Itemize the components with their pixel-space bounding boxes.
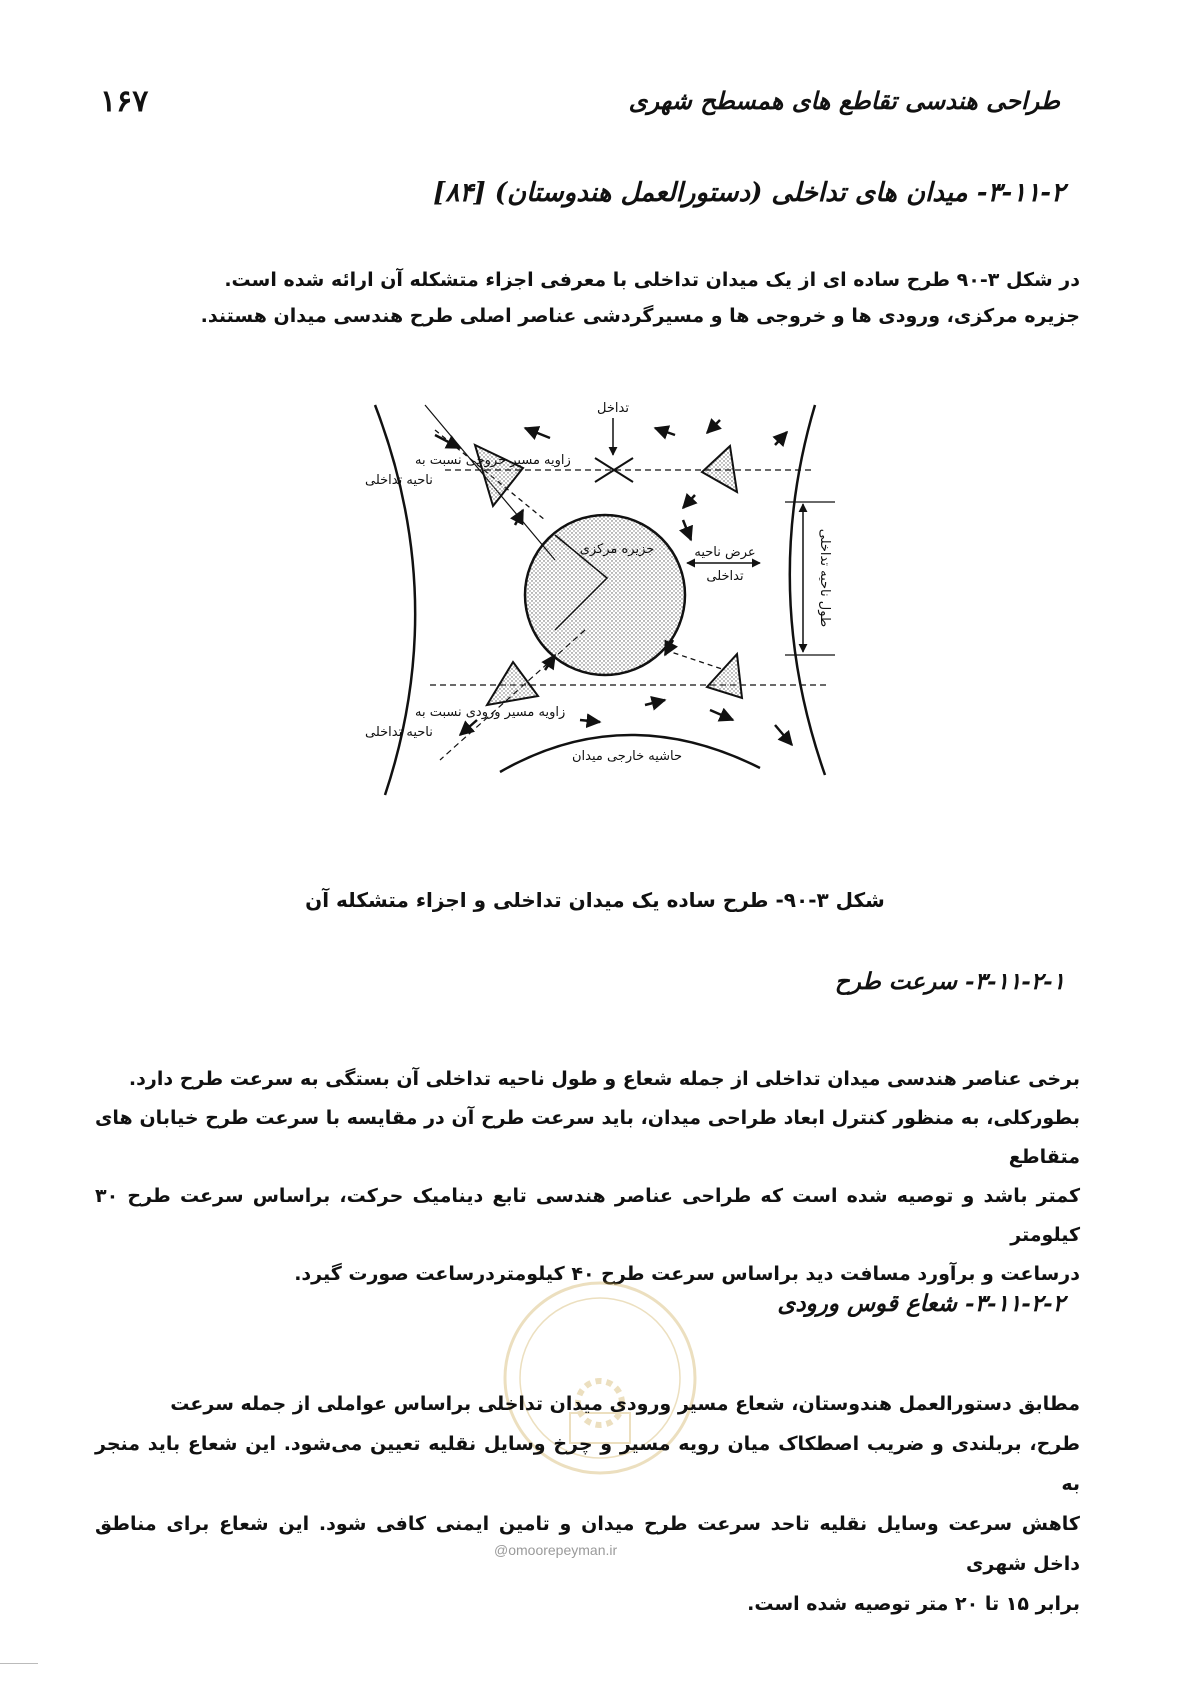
label-exit-angle-2: ناحیه تداخلی bbox=[365, 473, 433, 488]
entry-radius-paragraph bbox=[95, 1384, 1080, 1624]
paragraph-line: جزیره مرکزی، ورودی ها و خروجی ها و مسیرگردشی عناصر اصلی طرح هندسی میدان هستند. bbox=[200, 305, 1080, 327]
intro-paragraph bbox=[95, 262, 1080, 334]
label-outer-edge: حاشیه خارجی میدان bbox=[571, 749, 683, 764]
splitter-island-bottom-left bbox=[487, 662, 538, 705]
paragraph-line: در شکل ۳-۹۰ طرح ساده ای از یک میدان تداخلی با معرفی اجزاء متشکله آن ارائه شده است. bbox=[224, 269, 1080, 291]
design-speed-paragraph bbox=[95, 1060, 1080, 1294]
figure-caption: شکل ۳-۹۰- طرح ساده یک میدان تداخلی و اجزاء متشکله آن bbox=[305, 888, 885, 912]
page-number: ۱۶۷ bbox=[100, 84, 149, 119]
central-island bbox=[525, 515, 685, 675]
subsection-heading-entry-radius: ۳-۱۱-۲-۲- شعاع قوس ورودی bbox=[777, 1290, 1065, 1317]
roundabout-diagram bbox=[255, 400, 905, 840]
label-exit-angle-1: زاویه مسیر خروجی نسبت به bbox=[415, 453, 571, 468]
label-central-island: جزیره مرکزی bbox=[579, 542, 655, 557]
paragraph-line: کمتر باشد و توصیه شده است که طراحی عناصر هندسی تابع دینامیک حرکت، براساس سرعت طرح ۳۰ کیلومتر bbox=[95, 1185, 1080, 1246]
paragraph-line: برخی عناصر هندسی میدان تداخلی از جمله شعاع و طول ناحیه تداخلی آن بستگی به سرعت طرح دارد. bbox=[128, 1068, 1080, 1090]
paragraph-line: بطورکلی، به منظور کنترل ابعاد طراحی میدان، باید سرعت طرح آن در مقایسه با سرعت طرح خیابان های متقاطع bbox=[95, 1107, 1080, 1168]
label-entry-angle-2: ناحیه تداخلی bbox=[365, 725, 433, 740]
paragraph-line: طرح، بربلندی و ضریب اصطکاک میان رویه مسیر و چرخ وسایل نقلیه تعیین می‌شود. این شعاع باید منجر به bbox=[95, 1433, 1080, 1495]
label-entry-angle-1: زاویه مسیر ورودی نسبت به bbox=[415, 705, 566, 720]
label-weaving: تداخل bbox=[597, 401, 629, 416]
paragraph-line: برابر ۱۵ تا ۲۰ متر توصیه شده است. bbox=[747, 1593, 1080, 1615]
paragraph-line: کاهش سرعت وسایل نقلیه تاحد سرعت طرح میدان و تامین ایمنی کافی شود. این شعاع برای مناطق داخل شهری bbox=[95, 1513, 1080, 1575]
splitter-island-top-right bbox=[702, 446, 737, 492]
label-weaving-length: طول ناحیه تداخلی bbox=[817, 528, 832, 628]
paragraph-line: مطابق دستورالعمل هندوستان، شعاع مسیر ورودی میدان تداخلی براساس عواملی از جمله سرعت bbox=[170, 1393, 1080, 1415]
section-heading: ۳-۱۱-۲- میدان های تداخلی (دستورالعمل هندوستان) [۸۴] bbox=[433, 178, 1065, 208]
footer-rule bbox=[0, 1663, 38, 1664]
label-weaving-width-2: تداخلی bbox=[706, 569, 744, 584]
running-header: طراحی هندسی تقاطع های همسطح شهری bbox=[628, 86, 1060, 115]
paragraph-line: درساعت و برآورد مسافت دید براساس سرعت طرح ۴۰ کیلومتردرساعت صورت گیرد. bbox=[294, 1263, 1080, 1285]
label-weaving-width-1: عرض ناحیه bbox=[694, 545, 756, 560]
watermark-site: @omoorepeyman.ir bbox=[494, 1542, 618, 1558]
splitter-island-bottom-right bbox=[707, 654, 742, 698]
subsection-heading-design-speed: ۳-۱۱-۲-۱- سرعت طرح bbox=[834, 968, 1065, 995]
